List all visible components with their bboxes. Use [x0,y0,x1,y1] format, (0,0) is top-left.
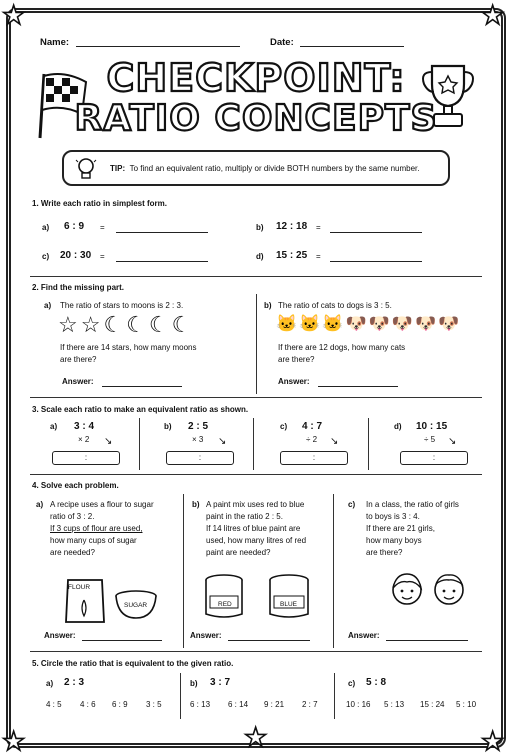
blue-label: BLUE [280,601,297,608]
s4b-text: used, how many litres of red [206,536,307,545]
answer-box[interactable]: : [280,451,348,465]
s4-letter: b) [192,500,200,509]
s3-letter: b) [164,422,172,431]
option[interactable]: 4 : 6 [80,700,96,709]
s2b-question: are there? [278,355,315,364]
date-label: Date: [270,37,294,48]
bottom-star-icon: ★ [244,722,268,752]
column-divider [368,418,369,470]
flour-label: FLOUR [68,584,91,591]
name-field[interactable] [76,46,240,47]
girl-face-icon [388,570,426,608]
divider [30,474,482,475]
option[interactable]: 9 : 21 [264,700,285,709]
s2-letter: a) [44,301,52,310]
s1-ratio: 15 : 25 [276,250,308,261]
option[interactable]: 6 : 14 [228,700,249,709]
equals-sign: = [100,223,105,232]
s4-letter: c) [348,500,356,509]
equals-sign: = [100,252,105,261]
option[interactable]: 10 : 16 [346,700,371,709]
s3-ratio: 10 : 15 [416,421,448,432]
s4a-text: how many cups of sugar [50,536,137,545]
column-divider [139,418,140,470]
answer-line[interactable] [102,386,182,387]
s2a-text: The ratio of stars to moons is 2 : 3. [60,301,184,310]
curved-arrow-icon: ↘ [104,436,113,447]
s3-operation: ÷ 5 [424,435,436,444]
option[interactable]: 2 : 7 [302,700,318,709]
s1-letter: c) [42,252,50,261]
s4c-text: are there? [366,548,403,557]
sugar-label: SUGAR [124,602,148,609]
answer-line[interactable] [82,640,162,641]
section-5-heading: 5. Circle the ratio that is equivalent to the given ratio. [32,659,234,668]
s1-ratio: 20 : 30 [60,250,92,261]
s2b-question: If there are 12 dogs, how many cats [278,343,406,352]
curved-arrow-icon: ↘ [448,436,457,447]
stars-moons-icons: ☆☆☾☾☾☾ [58,312,195,337]
s4-letter: a) [36,500,44,509]
s4a-text: are needed? [50,548,95,557]
s4c-text: how many boys [366,536,422,545]
lightbulb-icon [74,156,98,182]
tip-label: TIP: [110,164,126,173]
column-divider [183,494,184,648]
s1-ratio: 12 : 18 [276,221,308,232]
s1-letter: d) [256,252,264,261]
blue-paint-can-icon [268,572,310,620]
s5-letter: a) [46,679,54,688]
s4b-text: If 14 litres of blue paint are [206,524,301,533]
answer-label: Answer: [62,377,94,386]
title-line-1: CHECKPOINT: [106,56,406,100]
title-line-2: RATIO CONCEPTS [74,98,438,139]
column-divider [253,418,254,470]
answer-box[interactable]: : [52,451,120,465]
answer-label: Answer: [44,631,76,640]
s3-ratio: 4 : 7 [302,421,323,432]
divider [30,276,482,277]
s4a-text: ratio of 3 : 2. [50,512,95,521]
s1-letter: a) [42,223,50,232]
s1-letter: b) [256,223,264,232]
s5-ratio: 2 : 3 [64,677,85,688]
s4c-text: to boys is 3 : 4. [366,512,420,521]
equals-sign: = [316,252,321,261]
answer-box[interactable]: : [400,451,468,465]
s2b-text: The ratio of cats to dogs is 3 : 5. [278,301,392,310]
red-label: RED [218,601,232,608]
option[interactable]: 4 : 5 [46,700,62,709]
s3-letter: c) [280,422,288,431]
s4a-text: If 3 cups of flour are used, [50,524,143,533]
s3-letter: d) [394,422,402,431]
answer-label: Answer: [348,631,380,640]
option[interactable]: 5 : 13 [384,700,405,709]
s3-operation: × 3 [192,435,204,444]
boy-face-icon [430,570,468,608]
curved-arrow-icon: ↘ [330,436,339,447]
option[interactable]: 3 : 5 [146,700,162,709]
red-paint-can-icon [204,572,244,620]
s5-letter: b) [190,679,198,688]
s5-ratio: 5 : 8 [366,677,387,688]
curved-arrow-icon: ↘ [218,436,227,447]
option[interactable]: 5 : 10 [456,700,477,709]
s2a-question: are there? [60,355,97,364]
corner-star-icon: ★ [2,0,26,30]
answer-label: Answer: [278,377,310,386]
section-4-heading: 4. Solve each problem. [32,481,119,490]
answer-line[interactable] [116,232,208,233]
answer-line[interactable] [116,261,208,262]
s3-ratio: 2 : 5 [188,421,209,432]
section-3-heading: 3. Scale each ratio to make an equivalent ratio as shown. [32,405,249,414]
s2-letter: b) [264,301,272,310]
answer-line[interactable] [330,261,422,262]
s4b-text: paint in the ratio 2 : 5. [206,512,283,521]
s5-ratio: 3 : 7 [210,677,231,688]
option[interactable]: 6 : 13 [190,700,211,709]
s5-letter: c) [348,679,356,688]
column-divider [256,294,257,394]
divider [30,651,482,652]
answer-line[interactable] [318,386,398,387]
s4b-text: A paint mix uses red to blue [206,500,305,509]
s2a-question: If there are 14 stars, how many moons [60,343,197,352]
s4c-text: If there are 21 girls, [366,524,435,533]
section-2-heading: 2. Find the missing part. [32,283,125,292]
s3-operation: ÷ 2 [306,435,318,444]
s3-ratio: 3 : 4 [74,421,95,432]
s1-ratio: 6 : 9 [64,221,85,232]
option[interactable]: 15 : 24 [420,700,445,709]
cats-dogs-icons: 🐱🐱🐱🐶🐶🐶🐶🐶 [276,314,462,333]
answer-line[interactable] [330,232,422,233]
column-divider [334,673,335,719]
s3-letter: a) [50,422,58,431]
divider [30,397,482,398]
tip-box [62,150,450,186]
option[interactable]: 6 : 9 [112,700,128,709]
s4b-text: paint are needed? [206,548,271,557]
section-1-heading: 1. Write each ratio in simplest form. [32,199,167,208]
name-label: Name: [40,37,70,48]
answer-line[interactable] [228,640,310,641]
column-divider [333,494,334,648]
corner-star-icon: ★ [2,726,26,755]
date-field[interactable] [300,46,404,47]
s3-operation: × 2 [78,435,90,444]
equals-sign: = [316,223,321,232]
answer-box[interactable]: : [166,451,234,465]
corner-star-icon: ★ [481,726,505,755]
answer-label: Answer: [190,631,222,640]
corner-star-icon: ★ [481,0,505,30]
column-divider [180,673,181,719]
s4c-text: In a class, the ratio of girls [366,500,459,509]
s4a-text: A recipe uses a flour to sugar [50,500,154,509]
answer-line[interactable] [386,640,468,641]
tip-text: To find an equivalent ratio, multiply or divide BOTH numbers by the same number. [129,164,420,173]
